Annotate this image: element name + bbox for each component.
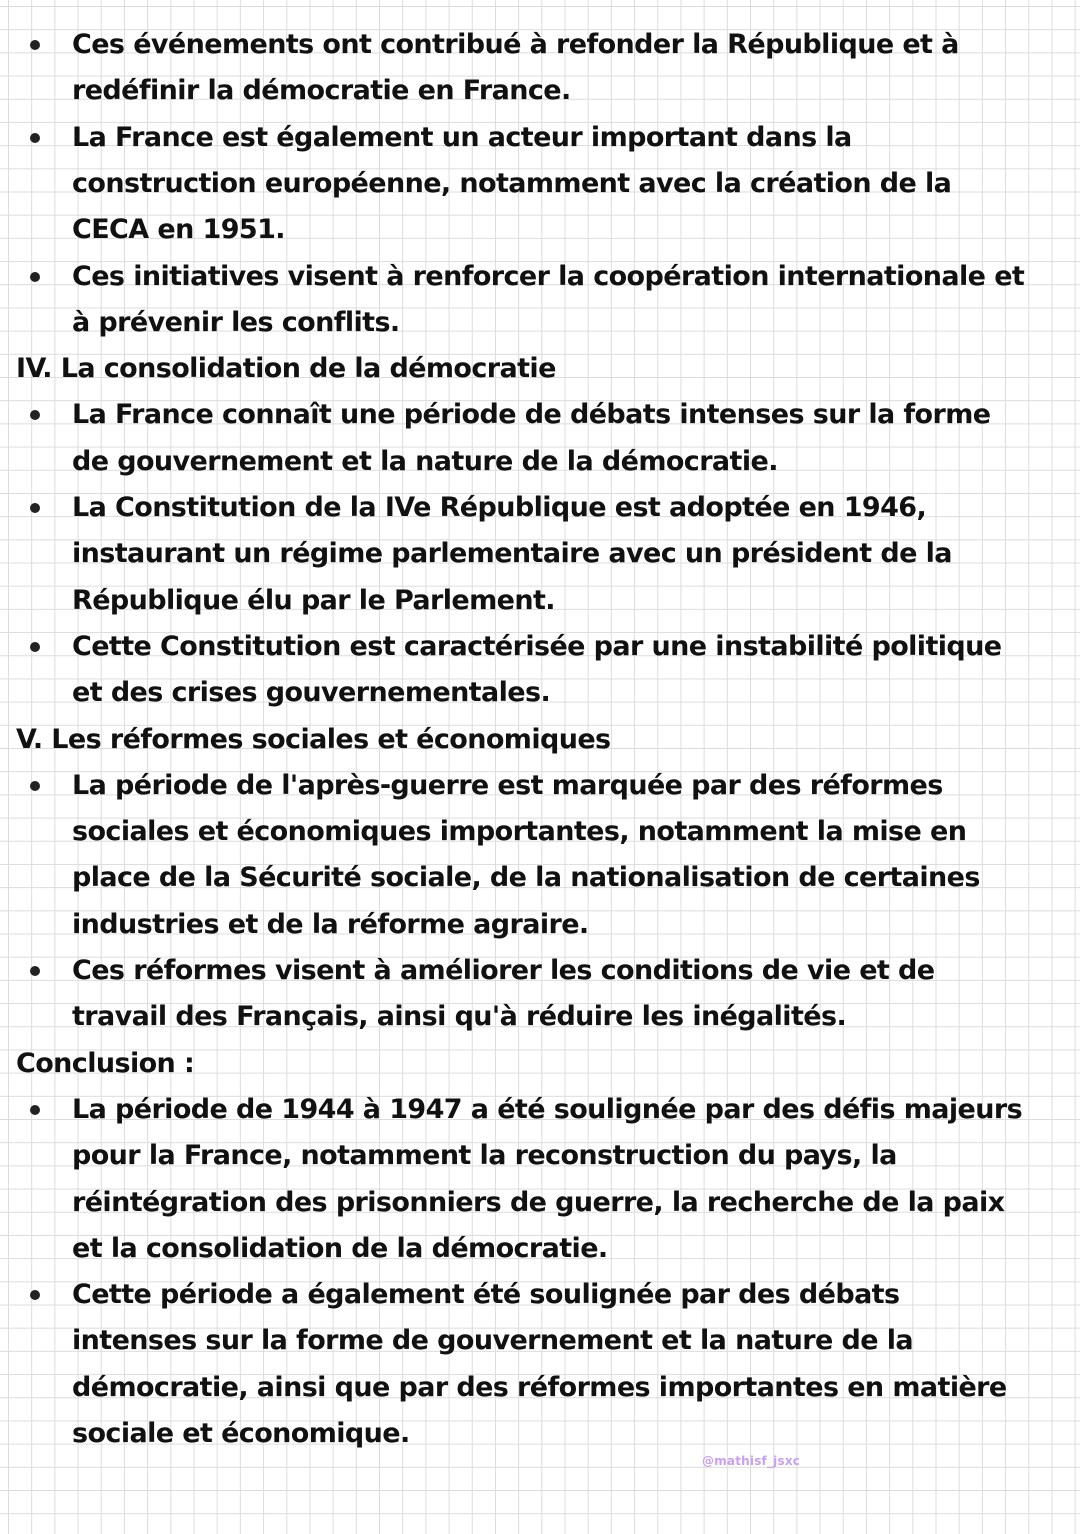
heading-text: V. Les réformes sociales et économiques <box>16 723 611 755</box>
bullet-text-line: à prévenir les conflits. <box>72 306 400 338</box>
bullet-text-line: construction européenne, notamment avec la création de la <box>72 167 952 199</box>
bullet-text-line: sociales et économiques importantes, notamment la mise en <box>72 816 967 848</box>
bullet-text-line: Ces initiatives visent à renforcer la coopération internationale et <box>72 260 1025 292</box>
bullet-text-line: réintégration des prisonniers de guerre, la recherche de la paix <box>72 1186 1005 1218</box>
bullet-text-line: instaurant un régime parlementaire avec un président de la <box>72 538 952 570</box>
bullet-text-line: République élu par le Parlement. <box>72 584 555 616</box>
bullet-dot-icon <box>30 272 40 282</box>
bullet-dot-icon <box>30 1290 40 1300</box>
bullet-text-line: sociale et économique. <box>72 1418 410 1449</box>
bullet-text-line: de gouvernement et la nature de la démocratie. <box>72 445 778 477</box>
bullet-text-line: place de la Sécurité sociale, de la nationalisation de certaines <box>72 862 980 894</box>
bullet-text-line: Ces événements ont contribué à refonder la République et à <box>72 29 959 60</box>
bullet-text-line: et des crises gouvernementales. <box>72 677 551 709</box>
bullet-text-line: intenses sur la forme de gouvernement et la nature de la <box>72 1325 913 1357</box>
bullet-dot-icon <box>30 40 40 50</box>
heading-text: IV. La consolidation de la démocratie <box>16 353 556 385</box>
watermark: @mathisf_jsxc <box>702 1454 801 1468</box>
bullet-text-line: La Constitution de la IVe République est adoptée en 1946, <box>72 492 927 523</box>
bullet-text-line: travail des Français, ainsi qu'à réduire les inégalités. <box>72 1001 847 1033</box>
bullet-dot-icon <box>30 503 40 513</box>
bullet-text-line: pour la France, notamment la reconstruction du pays, la <box>72 1140 897 1172</box>
bullet-dot-icon <box>30 642 40 652</box>
bullet-dot-icon <box>30 966 40 976</box>
bullet-dot-icon <box>30 1105 40 1115</box>
bullet-text-line: industries et de la réforme agraire. <box>72 908 589 940</box>
bullet-text-line: Ces réformes visent à améliorer les conditions de vie et de <box>72 955 935 986</box>
bullet-text-line: CECA en 1951. <box>72 214 285 246</box>
bullet-text-line: Cette Constitution est caractérisée par une instabilité politique <box>72 630 1002 662</box>
heading-text: Conclusion : <box>16 1047 195 1079</box>
bullet-text-line: démocratie, ainsi que par des réformes importantes en matière <box>72 1371 1007 1403</box>
bullet-text-line: redéfinir la démocratie en France. <box>72 75 571 107</box>
bullet-text-line: Cette période a également été soulignée par des débats <box>72 1279 900 1311</box>
bullet-text-line: La France est également un acteur important dans la <box>72 121 852 153</box>
bullet-dot-icon <box>30 781 40 791</box>
bullet-text-line: et la consolidation de la démocratie. <box>72 1232 608 1264</box>
bullet-text-line: La période de 1944 à 1947 a été soulignée par des défis majeurs <box>72 1093 1023 1125</box>
bullet-text-line: La période de l'après-guerre est marquée par des réformes <box>72 769 943 801</box>
bullet-dot-icon <box>30 133 40 143</box>
bullet-text-line: La France connaît une période de débats intenses sur la forme <box>72 399 991 431</box>
bullet-dot-icon <box>30 410 40 420</box>
